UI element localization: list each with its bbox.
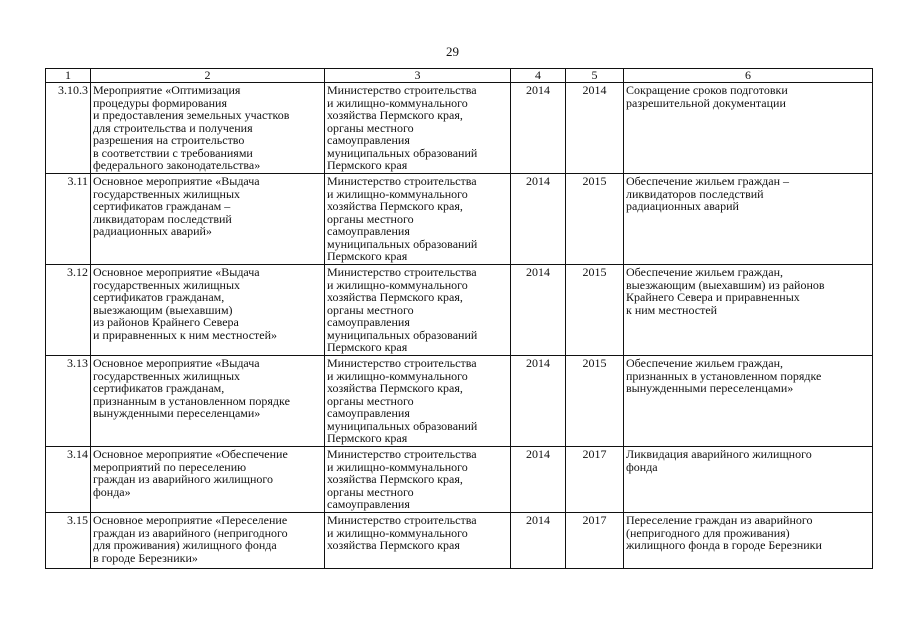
col-header-2: 2 [91, 69, 325, 83]
table-row [46, 447, 873, 513]
expected-result: Обеспечение жильем граждан – ликвидаторов последствий радиационных аварий [624, 174, 873, 265]
expected-result: Обеспечение жильем граждан, выезжающим (выехавшим) из районов Крайнего Севера и приравненных к ним местностей [624, 265, 873, 356]
activity-name: Основное мероприятие «Обеспечение мероприятий по переселению граждан из аварийного жилищного фонда» [91, 447, 325, 513]
table-row [46, 513, 873, 569]
start-year: 2014 [511, 447, 566, 513]
row-number: 3.12 [46, 265, 91, 356]
row-number: 3.13 [46, 356, 91, 447]
activity-name: Основное мероприятие «Переселение граждан из аварийного (непригодного для проживания) жилищного фонда в городе Березники» [91, 513, 325, 569]
end-year: 2015 [566, 265, 624, 356]
page-number: 29 [446, 44, 459, 59]
activity-name: Основное мероприятие «Выдача государственных жилищных сертификатов гражданам, признанным в установленном порядке вынужденными переселенцами» [91, 356, 325, 447]
row-number: 3.11 [46, 174, 91, 265]
responsible-executor: Министерство строительства и жилищно-коммунального хозяйства Пермского края [325, 513, 511, 569]
start-year: 2014 [511, 83, 566, 174]
end-year: 2017 [566, 513, 624, 569]
table-row [46, 174, 873, 265]
start-year: 2014 [511, 174, 566, 265]
responsible-executor: Министерство строительства и жилищно-коммунального хозяйства Пермского края, органы местного самоуправления муниципальных образований Пермского края [325, 356, 511, 447]
start-year: 2014 [511, 265, 566, 356]
col-header-5: 5 [566, 69, 624, 83]
expected-result: Обеспечение жильем граждан, признанных в установленном порядке вынужденными переселенцами» [624, 356, 873, 447]
activity-name: Основное мероприятие «Выдача государственных жилищных сертификатов гражданам, выезжающим (выехавшим) из районов Крайнего Севера и приравненных к ним местностей» [91, 265, 325, 356]
responsible-executor: Министерство строительства и жилищно-коммунального хозяйства Пермского края, органы местного самоуправления муниципальных образований Пермского края [325, 265, 511, 356]
table-row [46, 356, 873, 447]
end-year: 2017 [566, 447, 624, 513]
expected-result: Сокращение сроков подготовки разрешительной документации [624, 83, 873, 174]
row-number: 3.10.3 [46, 83, 91, 174]
start-year: 2014 [511, 513, 566, 569]
row-number: 3.14 [46, 447, 91, 513]
end-year: 2015 [566, 356, 624, 447]
row-number: 3.15 [46, 513, 91, 569]
end-year: 2015 [566, 174, 624, 265]
responsible-executor: Министерство строительства и жилищно-коммунального хозяйства Пермского края, органы местного самоуправления муниципальных образований Пермского края [325, 174, 511, 265]
expected-result: Ликвидация аварийного жилищного фонда [624, 447, 873, 513]
activity-name: Основное мероприятие «Выдача государственных жилищных сертификатов гражданам – ликвидаторам последствий радиационных аварий» [91, 174, 325, 265]
col-header-4: 4 [511, 69, 566, 83]
expected-result: Переселение граждан из аварийного (непригодного для проживания) жилищного фонда в городе Березники [624, 513, 873, 569]
col-header-3: 3 [325, 69, 511, 83]
start-year: 2014 [511, 356, 566, 447]
end-year: 2014 [566, 83, 624, 174]
activity-name: Мероприятие «Оптимизация процедуры формирования и предоставления земельных участков для строительства и получения разрешения на строительство в соответствии с требованиями федерального законодательства» [91, 83, 325, 174]
col-header-1: 1 [46, 69, 91, 83]
program-activities-table [45, 68, 873, 569]
col-header-6: 6 [624, 69, 873, 83]
responsible-executor: Министерство строительства и жилищно-коммунального хозяйства Пермского края, органы местного самоуправления муниципальных образований Пермского края [325, 83, 511, 174]
table-row [46, 265, 873, 356]
header-row [46, 69, 873, 83]
responsible-executor: Министерство строительства и жилищно-коммунального хозяйства Пермского края, органы местного самоуправления [325, 447, 511, 513]
table-row [46, 83, 873, 174]
